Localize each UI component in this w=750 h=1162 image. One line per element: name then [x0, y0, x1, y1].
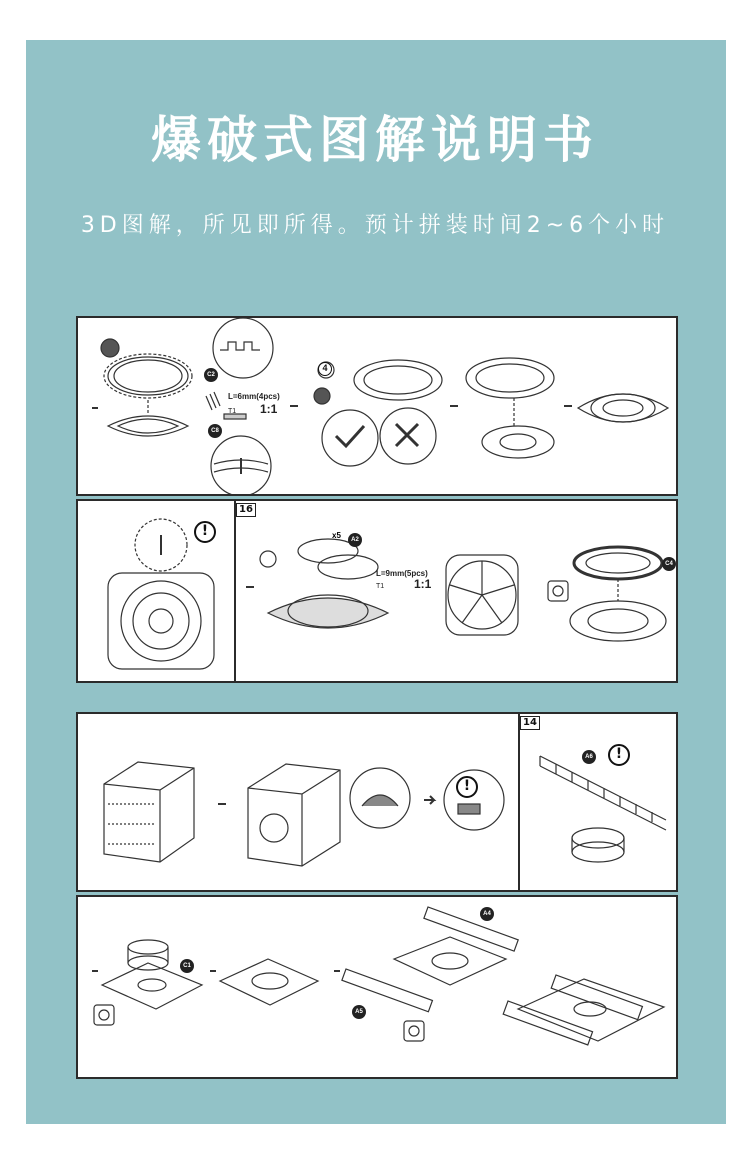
step-number: 14 [520, 716, 540, 730]
page-subtitle: 3D图解，所见即所得。预计拼装时间2~6个小时 [80, 213, 670, 238]
part-c8-label: C8 [208, 424, 222, 438]
t1-label: T1 [376, 583, 385, 590]
warning-icon: ! [194, 521, 216, 543]
panel-1-illustration [78, 318, 678, 496]
warning-icon: ! [456, 776, 478, 798]
panel-2-illustration [78, 501, 678, 683]
screw-spec: L=6mm(4pcs) [228, 392, 280, 401]
panel-4-illustration [78, 897, 678, 1079]
instruction-panel-2 [76, 499, 678, 683]
part-a6-label: A6 [582, 750, 596, 764]
part-a4-label: A4 [480, 907, 494, 921]
t1-label: T1 [228, 408, 237, 415]
instruction-panel-4 [76, 895, 678, 1079]
part-a5-label: A5 [352, 1005, 366, 1019]
screw-spec: L=9mm(5pcs) [376, 569, 428, 578]
scale-ratio: 1:1 [260, 402, 278, 416]
part-a2-label: A2 [348, 533, 362, 547]
count-badge: 4 [318, 362, 332, 376]
page-title: 爆破式图解说明书 [151, 111, 599, 169]
instruction-panel-3 [76, 712, 678, 892]
part-c2-label: C2 [204, 368, 218, 382]
gear-multiplier: x5 [332, 531, 341, 540]
instruction-panel-1 [76, 316, 678, 496]
part-c4-label: C4 [662, 557, 676, 571]
panel-3-illustration [78, 714, 678, 892]
step-number: 16 [236, 503, 256, 517]
scale-ratio: 1:1 [414, 577, 432, 591]
part-c1-label: C1 [180, 959, 194, 973]
warning-icon: ! [608, 744, 630, 766]
